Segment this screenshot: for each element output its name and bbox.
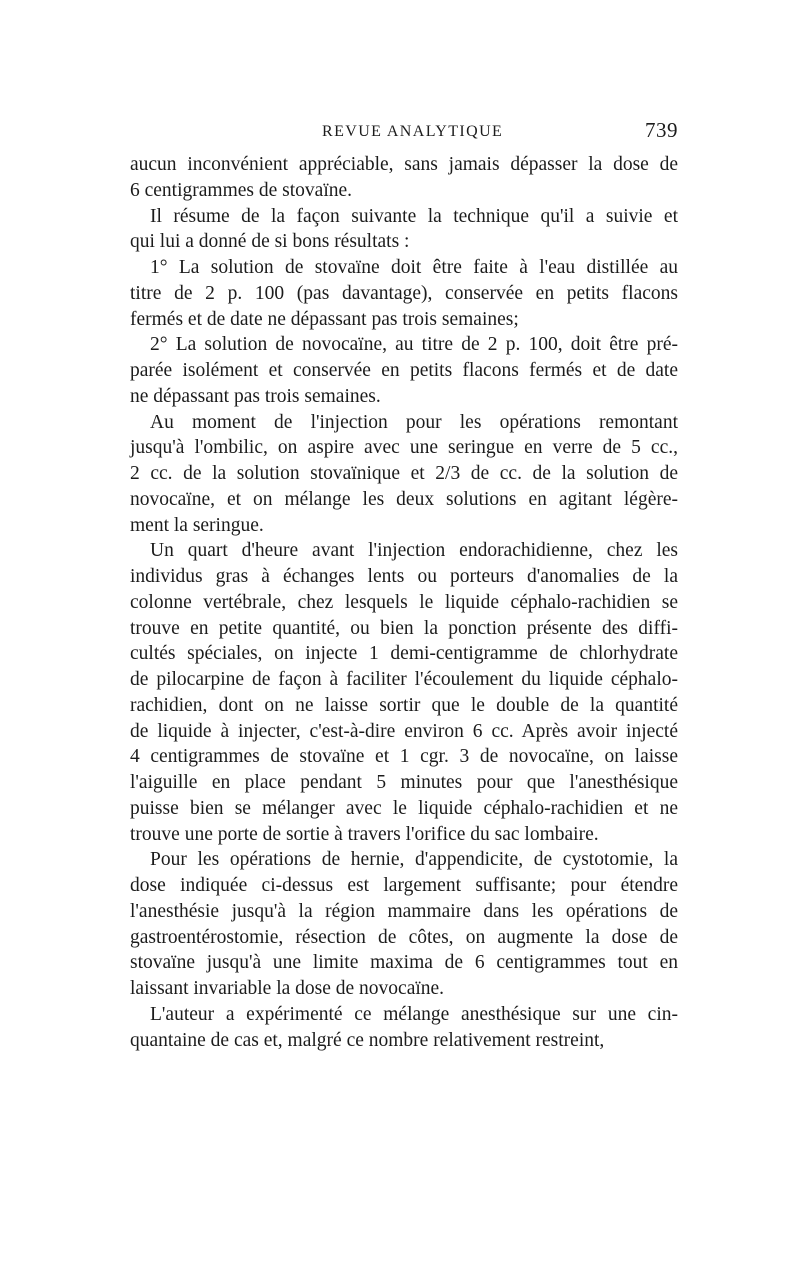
text-line: stovaïne jusqu'à une limite maxima de 6 centigrammes tout en <box>130 952 678 974</box>
paragraph <box>130 538 678 847</box>
paragraph <box>130 255 678 332</box>
text-line: Un quart d'heure avant l'injection endorachidienne, chez les <box>150 540 678 562</box>
text-line: cultés spéciales, on injecte 1 demi-centigramme de chlorhydrate <box>130 643 678 665</box>
text-line: Il résume de la façon suivante la technique qu'il a suivie et <box>150 205 678 227</box>
text-line: parée isolément et conservée en petits flacons fermés et de date <box>130 360 678 381</box>
text-line: dose indiquée ci-dessus est largement suffisante; pour étendre <box>130 875 678 896</box>
text-line: 6 centigrammes de stovaïne. <box>130 179 353 201</box>
text-line: aucun inconvénient appréciable, sans jamais dépasser la dose de <box>130 154 678 175</box>
text-line: l'aiguille en place pendant 5 minutes pour que l'anesthésique <box>130 772 678 793</box>
paragraph <box>130 332 678 409</box>
text-line: ne dépassant pas trois semaines. <box>130 385 381 407</box>
paragraph <box>130 410 678 539</box>
page-header <box>130 118 678 148</box>
text-line: individus gras à échanges lents ou porteurs d'anomalies de la <box>130 566 678 587</box>
text-line: trouve en petite quantité, ou bien la ponction présente des diffi- <box>130 617 678 639</box>
text-line: ment la seringue. <box>130 514 264 536</box>
text-line: rachidien, dont on ne laisse sortir que le double de la quantité <box>130 694 678 716</box>
page-number: 739 <box>645 118 678 142</box>
text-line: qui lui a donné de si bons résultats : <box>130 231 410 253</box>
paragraph <box>130 847 678 1002</box>
paragraph <box>130 204 678 256</box>
text-line: fermés et de date ne dépassant pas trois semaines; <box>130 308 519 330</box>
text-line: quantaine de cas et, malgré ce nombre relativement restreint, <box>130 1029 605 1051</box>
body-text <box>130 152 678 1053</box>
text-line: Au moment de l'injection pour les opérations remontant <box>150 411 678 433</box>
text-line: 4 centigrammes de stovaïne et 1 cgr. 3 de novocaïne, on laisse <box>130 746 678 768</box>
text-line: gastroentérostomie, résection de côtes, on augmente la dose de <box>130 926 678 948</box>
text-line: 1° La solution de stovaïne doit être faite à l'eau distillée au <box>150 257 678 278</box>
text-line: de pilocarpine de façon à faciliter l'écoulement du liquide céphalo- <box>130 669 678 690</box>
text-line: L'auteur a expérimenté ce mélange anesthésique sur une cin- <box>150 1003 678 1025</box>
text-line: Pour les opérations de hernie, d'appendicite, de cystotomie, la <box>150 849 678 871</box>
text-line: trouve une porte de sortie à travers l'orifice du sac lombaire. <box>130 823 599 845</box>
text-line: novocaïne, et on mélange les deux solutions en agitant légère- <box>130 488 678 510</box>
text-line: puisse bien se mélanger avec le liquide céphalo-rachidien et ne <box>130 797 678 819</box>
text-line: titre de 2 p. 100 (pas davantage), conservée en petits flacons <box>130 282 678 304</box>
text-line: colonne vertébrale, chez lesquels le liquide céphalo-rachidien se <box>130 591 678 613</box>
paragraph <box>130 1002 678 1054</box>
text-line: de liquide à injecter, c'est-à-dire environ 6 cc. Après avoir injecté <box>130 720 678 742</box>
text-line: laissant invariable la dose de novocaïne. <box>130 978 445 999</box>
running-head: REVUE ANALYTIQUE <box>322 123 504 140</box>
text-line: 2° La solution de novocaïne, au titre de 2 p. 100, doit être pré- <box>150 334 678 356</box>
paragraph <box>130 152 678 204</box>
text-line: jusqu'à l'ombilic, on aspire avec une seringue en verre de 5 cc., <box>130 437 678 459</box>
text-line: l'anesthésie jusqu'à la région mammaire dans les opérations de <box>130 900 678 922</box>
text-line: 2 cc. de la solution stovaïnique et 2/3 de cc. de la solution de <box>130 463 678 484</box>
